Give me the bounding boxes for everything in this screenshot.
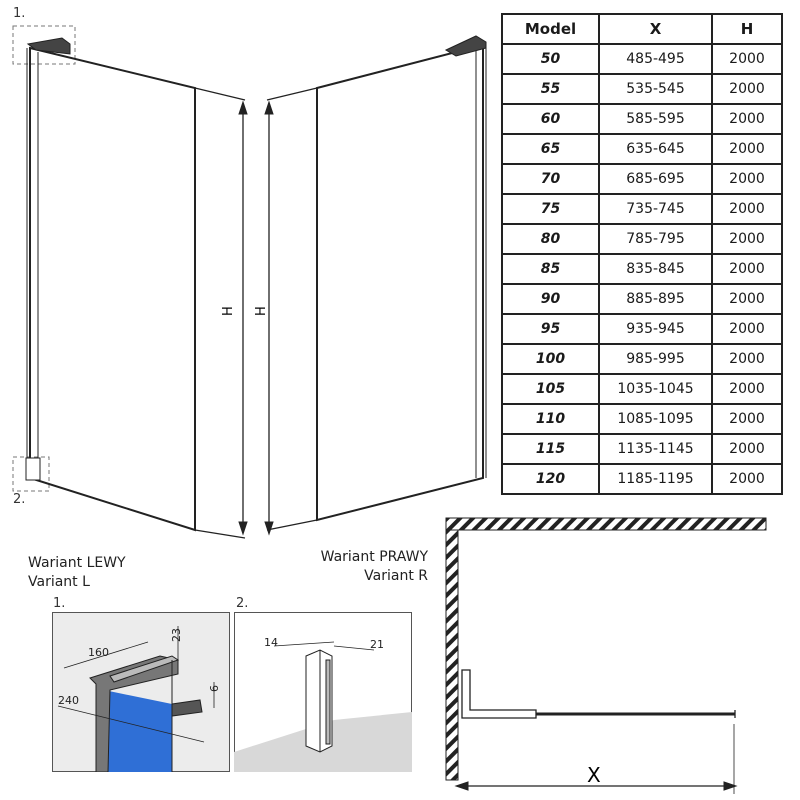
cell-model: 120 bbox=[502, 464, 599, 494]
cell-x: 1085-1095 bbox=[599, 404, 712, 434]
cell-x: 535-545 bbox=[599, 74, 712, 104]
table-row bbox=[502, 404, 782, 434]
dim-21: 21 bbox=[370, 638, 384, 651]
cell-model: 115 bbox=[502, 434, 599, 464]
cell-h: 2000 bbox=[712, 464, 782, 494]
cell-h: 2000 bbox=[712, 254, 782, 284]
left-glass-panel bbox=[26, 38, 245, 538]
table-row bbox=[502, 374, 782, 404]
dim-240: 240 bbox=[58, 694, 79, 707]
table-row bbox=[502, 74, 782, 104]
cell-x: 935-945 bbox=[599, 314, 712, 344]
cell-model: 100 bbox=[502, 344, 599, 374]
cell-h: 2000 bbox=[712, 74, 782, 104]
cell-model: 85 bbox=[502, 254, 599, 284]
height-dimension-right bbox=[265, 102, 273, 534]
cell-h: 2000 bbox=[712, 374, 782, 404]
plan-profile bbox=[462, 670, 536, 718]
dim-23: 23 bbox=[170, 628, 183, 642]
table-row bbox=[502, 224, 782, 254]
variant-left-caption bbox=[28, 554, 126, 592]
cell-x: 835-845 bbox=[599, 254, 712, 284]
table-row bbox=[502, 464, 782, 494]
cell-h: 2000 bbox=[712, 224, 782, 254]
table-row bbox=[502, 284, 782, 314]
cell-h: 2000 bbox=[712, 434, 782, 464]
cell-model: 75 bbox=[502, 194, 599, 224]
cell-h: 2000 bbox=[712, 314, 782, 344]
table-row bbox=[502, 44, 782, 74]
cell-h: 2000 bbox=[712, 344, 782, 374]
variant-left-line2: Variant L bbox=[28, 574, 90, 590]
detail-1-drawing bbox=[52, 612, 230, 772]
cell-x: 1185-1195 bbox=[599, 464, 712, 494]
cell-model: 110 bbox=[502, 404, 599, 434]
cell-h: 2000 bbox=[712, 284, 782, 314]
detail-2-drawing bbox=[234, 612, 412, 772]
width-label: X bbox=[587, 763, 601, 787]
header-h: H bbox=[712, 14, 782, 44]
table-row bbox=[502, 194, 782, 224]
table-row bbox=[502, 344, 782, 374]
cell-x: 635-645 bbox=[599, 134, 712, 164]
height-dimension-left bbox=[239, 102, 247, 534]
cell-h: 2000 bbox=[712, 194, 782, 224]
elevation-drawing bbox=[0, 0, 500, 545]
cell-model: 60 bbox=[502, 104, 599, 134]
cell-x: 885-895 bbox=[599, 284, 712, 314]
cell-h: 2000 bbox=[712, 164, 782, 194]
callout-label-2: 2. bbox=[13, 492, 26, 507]
table-row bbox=[502, 434, 782, 464]
cell-model: 70 bbox=[502, 164, 599, 194]
cell-model: 80 bbox=[502, 224, 599, 254]
table-row bbox=[502, 134, 782, 164]
dim-6: 6 bbox=[208, 685, 221, 692]
cell-model: 55 bbox=[502, 74, 599, 104]
table-row bbox=[502, 254, 782, 284]
cell-model: 90 bbox=[502, 284, 599, 314]
cell-x: 1135-1145 bbox=[599, 434, 712, 464]
detail2-label: 2. bbox=[236, 596, 249, 611]
cell-h: 2000 bbox=[712, 134, 782, 164]
variant-right-line1: Wariant PRAWY bbox=[320, 549, 428, 565]
cell-x: 985-995 bbox=[599, 344, 712, 374]
table-header-row bbox=[502, 14, 782, 44]
dim-160: 160 bbox=[88, 646, 109, 659]
cell-x: 1035-1045 bbox=[599, 374, 712, 404]
cell-model: 50 bbox=[502, 44, 599, 74]
bottom-profile bbox=[306, 650, 332, 752]
glass-blue-panel bbox=[104, 690, 172, 772]
cell-h: 2000 bbox=[712, 404, 782, 434]
cell-x: 585-595 bbox=[599, 104, 712, 134]
variant-right-caption bbox=[280, 548, 428, 586]
cell-model: 105 bbox=[502, 374, 599, 404]
cell-x: 485-495 bbox=[599, 44, 712, 74]
table-row bbox=[502, 104, 782, 134]
cell-x: 785-795 bbox=[599, 224, 712, 254]
height-label-left: H bbox=[221, 306, 236, 316]
header-x: X bbox=[599, 14, 712, 44]
plan-view-drawing bbox=[440, 510, 780, 798]
height-label-right: H bbox=[254, 306, 269, 316]
callout-label-1: 1. bbox=[13, 6, 26, 21]
spec-table bbox=[501, 13, 783, 495]
wall-left bbox=[446, 530, 458, 780]
detail1-label: 1. bbox=[53, 596, 66, 611]
right-glass-panel bbox=[267, 36, 486, 530]
wall-top bbox=[446, 518, 766, 530]
header-model: Model bbox=[502, 14, 599, 44]
cell-x: 735-745 bbox=[599, 194, 712, 224]
cell-model: 65 bbox=[502, 134, 599, 164]
variant-left-line1: Wariant LEWY bbox=[28, 555, 126, 571]
cell-h: 2000 bbox=[712, 44, 782, 74]
cell-x: 685-695 bbox=[599, 164, 712, 194]
dim-14: 14 bbox=[264, 636, 278, 649]
cell-model: 95 bbox=[502, 314, 599, 344]
variant-right-line2: Variant R bbox=[364, 568, 428, 584]
table-row bbox=[502, 164, 782, 194]
table-row bbox=[502, 314, 782, 344]
cell-h: 2000 bbox=[712, 104, 782, 134]
